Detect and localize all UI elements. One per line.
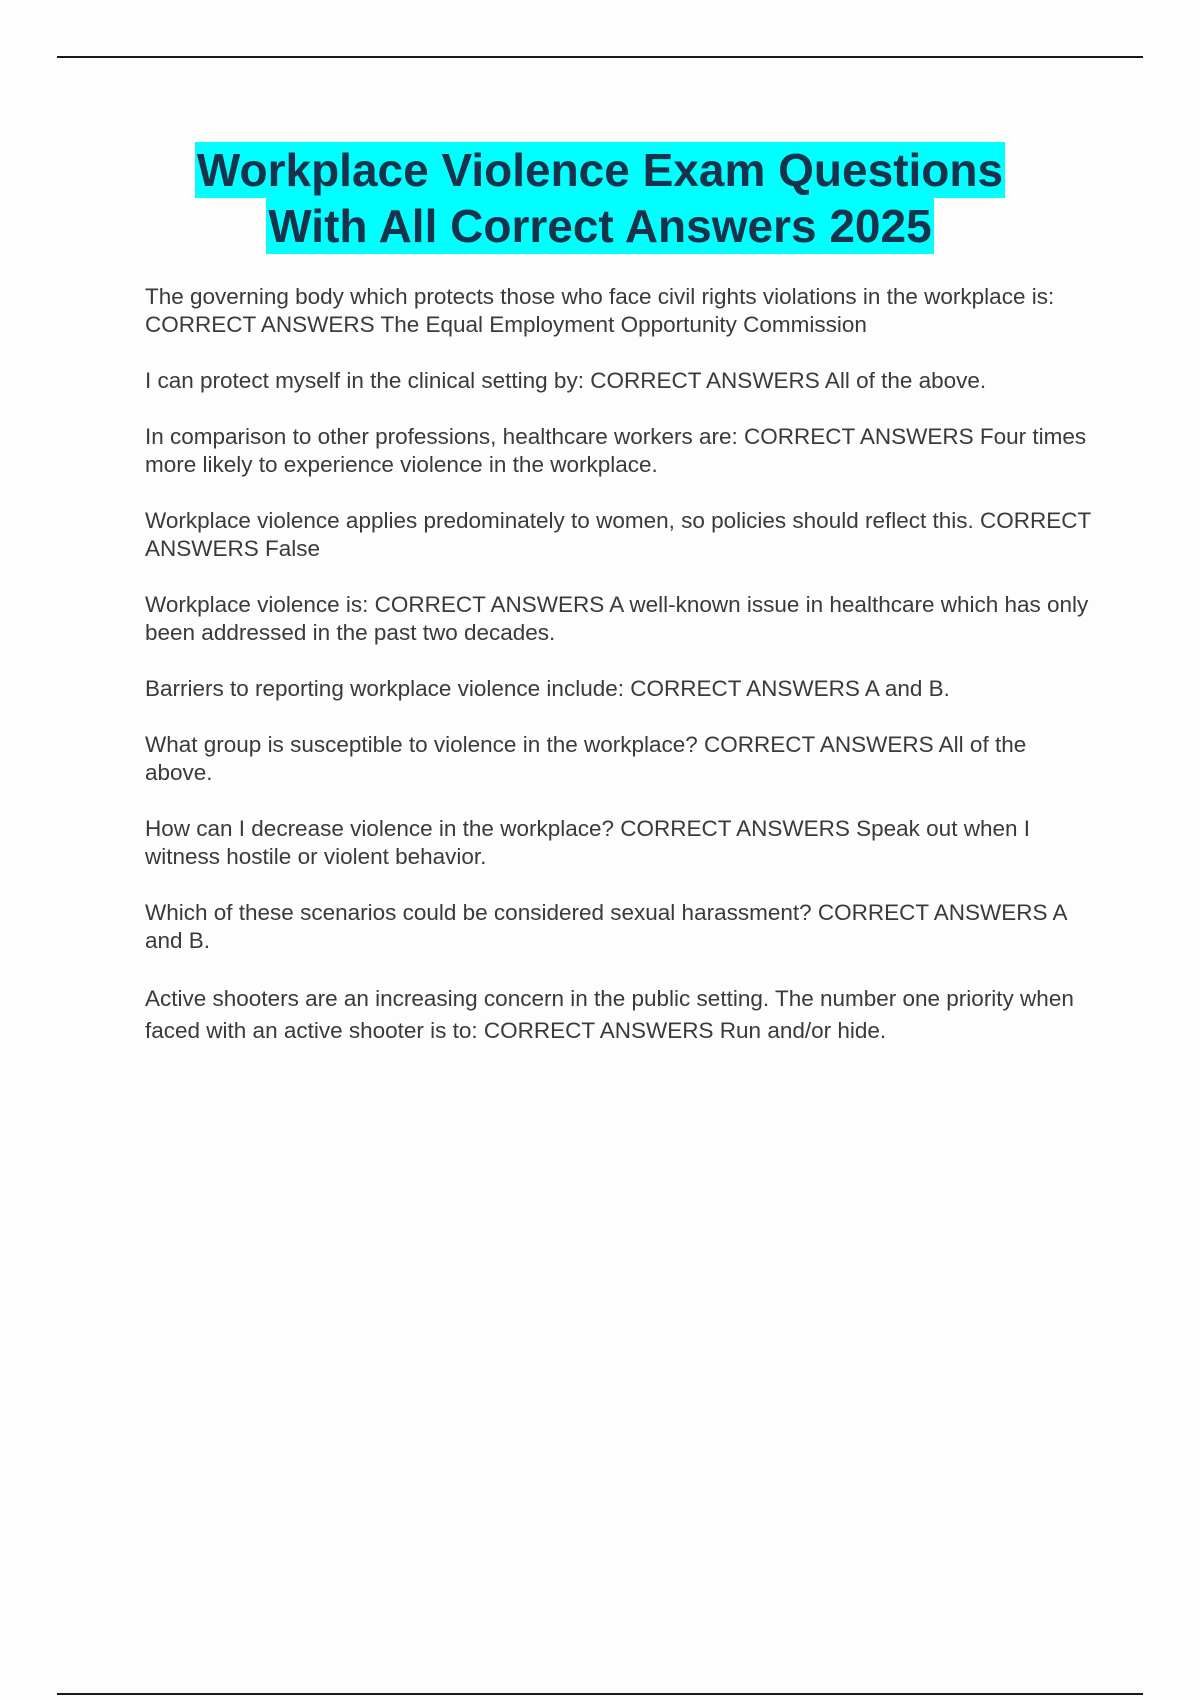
document-title	[0, 142, 1200, 254]
qa-item-10: Active shooters are an increasing concern in the public setting. The number one priority when faced with an active shooter is to: CORRECT ANSWERS Run and/or hide.	[145, 986, 1074, 1043]
qa-item-7: What group is susceptible to violence in the workplace? CORRECT ANSWERS All of the above.	[145, 732, 1027, 785]
bottom-rule	[57, 1693, 1143, 1695]
qa-item-8: How can I decrease violence in the workplace? CORRECT ANSWERS Speak out when I witness hostile or violent behavior.	[145, 816, 1030, 869]
qa-item-3: In comparison to other professions, healthcare workers are: CORRECT ANSWERS Four times more likely to experience violence in the workplace.	[145, 424, 1087, 477]
qa-list	[145, 283, 1095, 1075]
title-line-2: With All Correct Answers 2025	[268, 200, 932, 252]
qa-item-6: Barriers to reporting workplace violence include: CORRECT ANSWERS A and B.	[145, 676, 950, 701]
title-line-1: Workplace Violence Exam Questions	[196, 144, 1004, 196]
qa-item-5: Workplace violence is: CORRECT ANSWERS A well-known issue in healthcare which has only been addressed in the past two decades.	[145, 592, 1089, 645]
qa-item-9: Which of these scenarios could be considered sexual harassment? CORRECT ANSWERS A and B.	[145, 900, 1067, 953]
qa-item-4: Workplace violence applies predominately to women, so policies should reflect this. CORRECT ANSWERS False	[145, 508, 1091, 561]
qa-item-1: The governing body which protects those who face civil rights violations in the workplace is: CORRECT ANSWERS The Equal Employment Opportunity Commission	[145, 284, 1055, 337]
top-rule	[57, 56, 1143, 58]
qa-item-2: I can protect myself in the clinical setting by: CORRECT ANSWERS All of the above.	[145, 368, 987, 393]
